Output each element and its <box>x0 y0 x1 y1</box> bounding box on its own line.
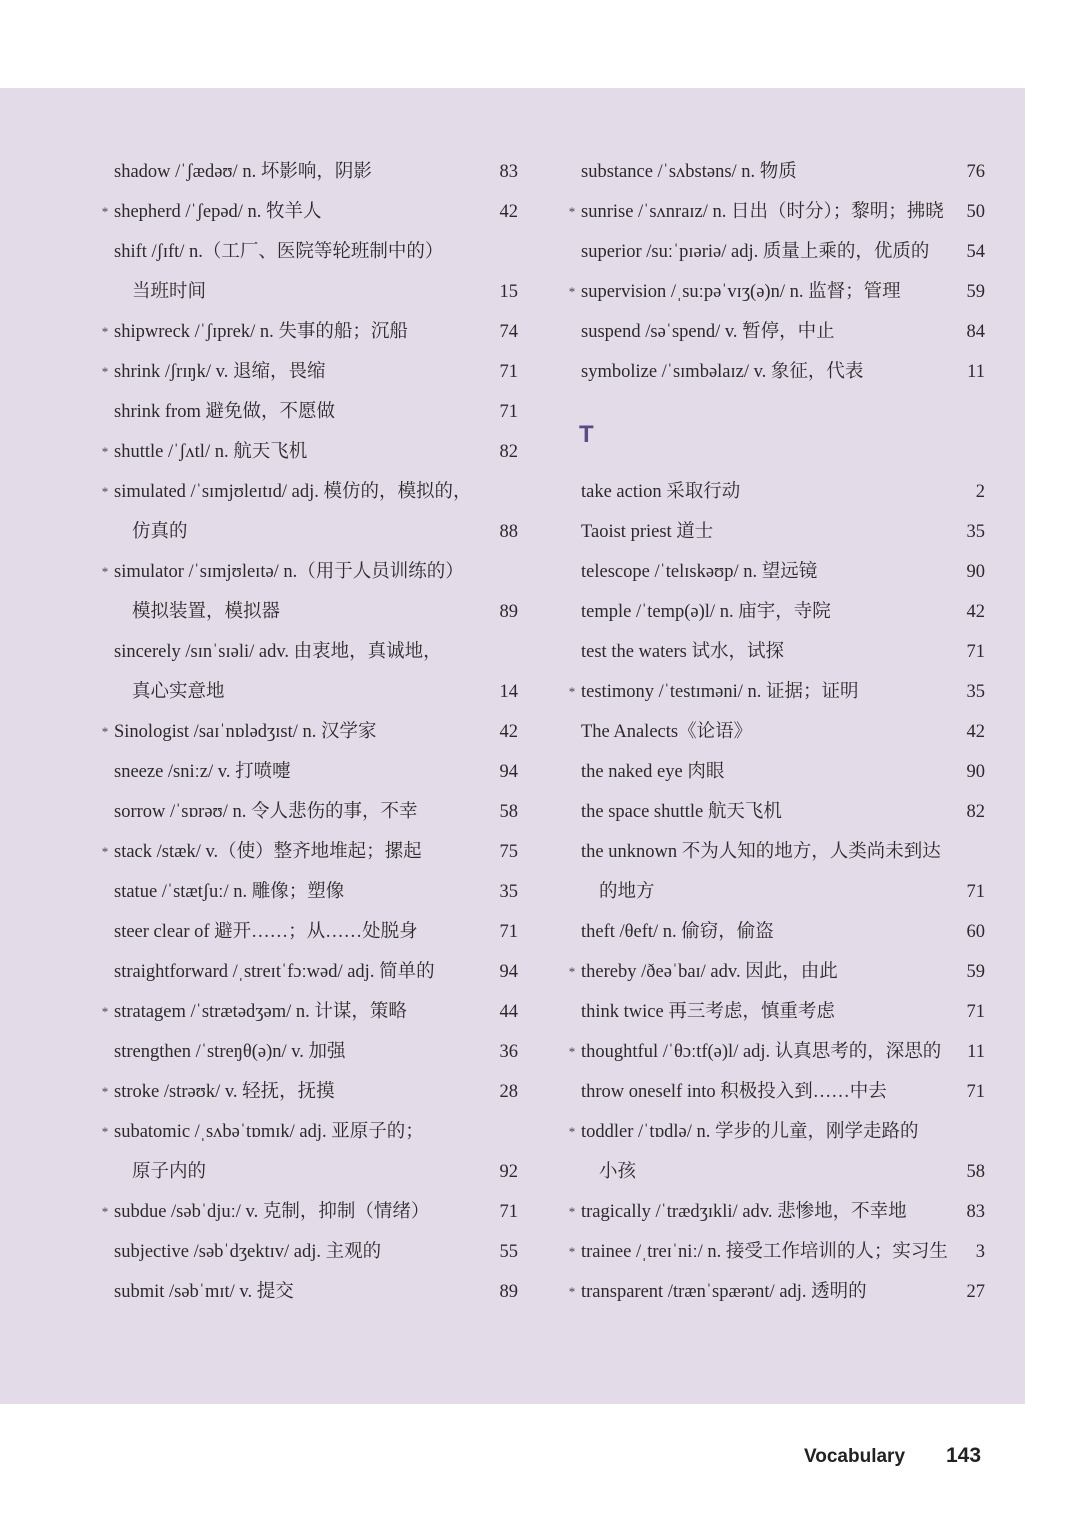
entry-continuation <box>98 1152 518 1192</box>
entry-continuation <box>98 672 518 712</box>
entry-text: the unknown 不为人知的地方，人类尚未到达 <box>581 842 941 862</box>
entry-page: 71 <box>966 642 985 662</box>
entry-page: 92 <box>499 1162 518 1182</box>
entry-continuation <box>98 512 518 552</box>
vocab-entry <box>98 312 518 352</box>
entry-text: shift /ʃɪft/ n.（工厂、医院等轮班制中的） <box>114 242 444 262</box>
entry-page: 54 <box>966 242 985 262</box>
section-letter-t: T <box>579 421 594 448</box>
star-icon: * <box>101 724 109 739</box>
entry-page: 74 <box>499 322 518 342</box>
entry-text: take action 采取行动 <box>581 482 741 502</box>
entry-page: 94 <box>499 962 518 982</box>
vocab-entry <box>98 1032 518 1072</box>
right-column <box>565 152 985 1312</box>
entry-text: subatomic /ˌsʌbəˈtɒmɪk/ adj. 亚原子的； <box>114 1122 424 1142</box>
entry-text: 当班时间 <box>132 282 207 302</box>
vocab-entry <box>565 752 985 792</box>
entry-text: strengthen /ˈstreŋθ(ə)n/ v. 加强 <box>114 1042 346 1062</box>
entry-text: 原子内的 <box>132 1162 207 1182</box>
star-icon: * <box>101 1204 109 1219</box>
vocab-entry <box>565 232 985 272</box>
star-icon: * <box>568 684 576 699</box>
vocab-entry <box>98 1192 518 1232</box>
vocab-entry <box>98 352 518 392</box>
entry-page: 71 <box>499 362 518 382</box>
vocab-entry <box>565 1032 985 1072</box>
entry-page: 89 <box>499 1282 518 1302</box>
vocab-entry <box>98 392 518 432</box>
entry-text: temple /ˈtemp(ə)l/ n. 庙宇，寺院 <box>581 602 831 622</box>
entry-page: 83 <box>966 1202 985 1222</box>
entry-text: theft /θeft/ n. 偷窃，偷盗 <box>581 922 774 942</box>
vocab-entry <box>98 552 518 592</box>
star-icon: * <box>101 324 109 339</box>
entry-text: testimony /ˈtestɪməni/ n. 证据；证明 <box>581 682 859 702</box>
t-entries <box>565 472 985 1312</box>
vocab-entry <box>98 832 518 872</box>
entry-text: supervision /ˌsuːpəˈvɪʒ(ə)n/ n. 监督；管理 <box>581 282 901 302</box>
vocab-entry <box>565 992 985 1032</box>
entry-text: The Analects《论语》 <box>581 722 753 742</box>
vocab-entry <box>565 792 985 832</box>
vocab-entry <box>98 1072 518 1112</box>
entry-text: statue /ˈstætʃuː/ n. 雕像；塑像 <box>114 882 345 902</box>
entry-text: 小孩 <box>599 1162 637 1182</box>
entry-text: sorrow /ˈsɒrəʊ/ n. 令人悲伤的事，不幸 <box>114 802 418 822</box>
entry-text: thereby /ðeəˈbaɪ/ adv. 因此，由此 <box>581 962 838 982</box>
entry-text: 的地方 <box>599 882 655 902</box>
star-icon: * <box>568 1044 576 1059</box>
star-icon: * <box>101 484 109 499</box>
entry-page: 88 <box>499 522 518 542</box>
left-column <box>98 152 518 1312</box>
entry-page: 27 <box>966 1282 985 1302</box>
vocab-entry <box>565 712 985 752</box>
page-number: 143 <box>946 1444 982 1467</box>
entry-page: 42 <box>966 722 985 742</box>
entry-text: trainee /ˌtreɪˈniː/ n. 接受工作培训的人；实习生 <box>581 1242 948 1262</box>
entry-page: 94 <box>499 762 518 782</box>
entry-page: 71 <box>966 1082 985 1102</box>
star-icon: * <box>568 284 576 299</box>
entry-page: 35 <box>966 522 985 542</box>
entry-text: sunrise /ˈsʌnraɪz/ n. 日出（时分）；黎明；拂晓 <box>581 202 944 222</box>
vocab-entry <box>98 872 518 912</box>
entry-text: simulated /ˈsɪmjʊleɪtɪd/ adj. 模仿的，模拟的， <box>114 482 472 502</box>
vocab-entry <box>98 432 518 472</box>
vocab-entry <box>565 312 985 352</box>
entry-page: 83 <box>499 162 518 182</box>
entry-continuation <box>98 592 518 632</box>
star-icon: * <box>101 564 109 579</box>
entry-page: 44 <box>499 1002 518 1022</box>
entry-page: 60 <box>966 922 985 942</box>
entry-page: 36 <box>499 1042 518 1062</box>
entry-page: 55 <box>499 1242 518 1262</box>
entry-page: 71 <box>499 402 518 422</box>
vocab-entry <box>565 1072 985 1112</box>
entry-text: 仿真的 <box>132 522 188 542</box>
star-icon: * <box>101 1004 109 1019</box>
entry-text: steer clear of 避开……；从……处脱身 <box>114 922 418 942</box>
vocab-entry <box>98 632 518 672</box>
entry-page: 35 <box>499 882 518 902</box>
vocab-entry <box>98 192 518 232</box>
entry-page: 75 <box>499 842 518 862</box>
vocab-entry <box>98 472 518 512</box>
vocab-entry <box>565 672 985 712</box>
entry-text: Taoist priest 道士 <box>581 522 714 542</box>
entry-text: 真心实意地 <box>132 682 225 702</box>
entry-text: transparent /trænˈspærənt/ adj. 透明的 <box>581 1282 867 1302</box>
entry-text: test the waters 试水，试探 <box>581 642 784 662</box>
star-icon: * <box>101 1084 109 1099</box>
entry-text: symbolize /ˈsɪmbəlaɪz/ v. 象征，代表 <box>581 362 864 382</box>
entry-continuation <box>98 272 518 312</box>
entry-continuation <box>565 1152 985 1192</box>
entry-text: sincerely /sɪnˈsɪəli/ adv. 由衷地，真诚地， <box>114 642 442 662</box>
s-entries <box>565 152 985 392</box>
vocab-entry <box>565 472 985 512</box>
entry-page: 42 <box>499 722 518 742</box>
vocab-entry <box>565 192 985 232</box>
entry-text: sneeze /sniːz/ v. 打喷嚏 <box>114 762 291 782</box>
star-icon: * <box>568 1204 576 1219</box>
entry-text: shepherd /ˈʃepəd/ n. 牧羊人 <box>114 202 322 222</box>
star-icon: * <box>101 204 109 219</box>
entry-page: 50 <box>966 202 985 222</box>
entry-page: 82 <box>499 442 518 462</box>
entry-page: 42 <box>966 602 985 622</box>
entry-page: 59 <box>966 962 985 982</box>
entry-text: suspend /səˈspend/ v. 暂停，中止 <box>581 322 835 342</box>
entry-page: 58 <box>966 1162 985 1182</box>
entry-text: tragically /ˈtrædʒɪkli/ adv. 悲惨地，不幸地 <box>581 1202 907 1222</box>
vocab-entry <box>565 832 985 872</box>
vocab-entry <box>565 352 985 392</box>
entry-continuation <box>565 872 985 912</box>
entry-page: 42 <box>499 202 518 222</box>
entry-text: shrink /ʃrɪŋk/ v. 退缩，畏缩 <box>114 362 326 382</box>
entry-text: stroke /strəʊk/ v. 轻抚，抚摸 <box>114 1082 335 1102</box>
vocab-entry <box>98 1272 518 1312</box>
entry-page: 76 <box>966 162 985 182</box>
entry-text: the naked eye 肉眼 <box>581 762 725 782</box>
entry-text: the space shuttle 航天飞机 <box>581 802 782 822</box>
vocab-entry <box>565 592 985 632</box>
vocab-entry <box>565 512 985 552</box>
entry-page: 35 <box>966 682 985 702</box>
entry-page: 71 <box>499 922 518 942</box>
star-icon: * <box>101 364 109 379</box>
entry-page: 84 <box>966 322 985 342</box>
vocab-entry <box>565 952 985 992</box>
vocab-entry <box>98 752 518 792</box>
star-icon: * <box>568 1244 576 1259</box>
vocab-entry <box>565 632 985 672</box>
entry-text: stratagem /ˈstrætədʒəm/ n. 计谋，策略 <box>114 1002 407 1022</box>
vocab-entry <box>98 952 518 992</box>
entry-page: 15 <box>499 282 518 302</box>
entry-page: 71 <box>966 882 985 902</box>
entry-page: 89 <box>499 602 518 622</box>
entry-text: stack /stæk/ v.（使）整齐地堆起；摞起 <box>114 842 422 862</box>
entry-text: simulator /ˈsɪmjʊleɪtə/ n.（用于人员训练的） <box>114 562 464 582</box>
entry-page: 90 <box>966 762 985 782</box>
entry-text: toddler /ˈtɒdlə/ n. 学步的儿童，刚学走路的 <box>581 1122 919 1142</box>
vocab-entry <box>565 1192 985 1232</box>
star-icon: * <box>101 844 109 859</box>
entry-page: 28 <box>499 1082 518 1102</box>
vocab-entry <box>98 1112 518 1152</box>
entry-page: 82 <box>966 802 985 822</box>
entry-text: straightforward /ˌstreɪtˈfɔːwəd/ adj. 简单的 <box>114 962 435 982</box>
vocab-entry <box>565 1232 985 1272</box>
entry-text: telescope /ˈtelɪskəʊp/ n. 望远镜 <box>581 562 818 582</box>
entry-page: 71 <box>499 1202 518 1222</box>
entry-page: 59 <box>966 282 985 302</box>
vocab-entry <box>98 152 518 192</box>
entry-page: 3 <box>975 1242 985 1262</box>
star-icon: * <box>568 964 576 979</box>
entry-page: 58 <box>499 802 518 822</box>
entry-text: subdue /səbˈdjuː/ v. 克制，抑制（情绪） <box>114 1202 430 1222</box>
entry-page: 2 <box>975 482 985 502</box>
entry-text: shrink from 避免做，不愿做 <box>114 402 335 422</box>
entry-text: Sinologist /saɪˈnɒlədʒɪst/ n. 汉学家 <box>114 722 377 742</box>
vocab-entry <box>565 1112 985 1152</box>
star-icon: * <box>568 1124 576 1139</box>
footer-title: Vocabulary <box>804 1446 906 1467</box>
entry-text: throw oneself into 积极投入到……中去 <box>581 1082 887 1102</box>
entry-text: shadow /ˈʃædəʊ/ n. 坏影响，阴影 <box>114 162 372 182</box>
vocab-entry <box>565 912 985 952</box>
vocab-entry <box>565 552 985 592</box>
star-icon: * <box>568 1284 576 1299</box>
entry-page: 11 <box>967 362 985 382</box>
entry-text: subjective /səbˈdʒektɪv/ adj. 主观的 <box>114 1242 382 1262</box>
entry-text: shuttle /ˈʃʌtl/ n. 航天飞机 <box>114 442 308 462</box>
entry-page: 14 <box>499 682 518 702</box>
entry-page: 71 <box>966 1002 985 1022</box>
vocab-entry <box>98 1232 518 1272</box>
vocab-entry <box>98 912 518 952</box>
vocab-entry <box>565 152 985 192</box>
entry-page: 11 <box>967 1042 985 1062</box>
vocab-entry <box>98 712 518 752</box>
entry-text: submit /səbˈmɪt/ v. 提交 <box>114 1282 294 1302</box>
vocab-entry <box>98 992 518 1032</box>
entry-text: substance /ˈsʌbstəns/ n. 物质 <box>581 162 797 182</box>
star-icon: * <box>101 1124 109 1139</box>
entry-text: thoughtful /ˈθɔːtf(ə)l/ adj. 认真思考的，深思的 <box>581 1042 942 1062</box>
star-icon: * <box>101 444 109 459</box>
star-icon: * <box>568 204 576 219</box>
vocab-entry <box>565 272 985 312</box>
entry-text: think twice 再三考虑，慎重考虑 <box>581 1002 835 1022</box>
vocab-entry <box>98 232 518 272</box>
vocab-entry <box>565 1272 985 1312</box>
entry-text: 模拟装置，模拟器 <box>132 602 281 622</box>
entry-text: shipwreck /ˈʃɪprek/ n. 失事的船；沉船 <box>114 322 408 342</box>
entry-text: superior /suːˈpɪəriə/ adj. 质量上乘的，优质的 <box>581 242 930 262</box>
vocab-entry <box>98 792 518 832</box>
entry-page: 90 <box>966 562 985 582</box>
